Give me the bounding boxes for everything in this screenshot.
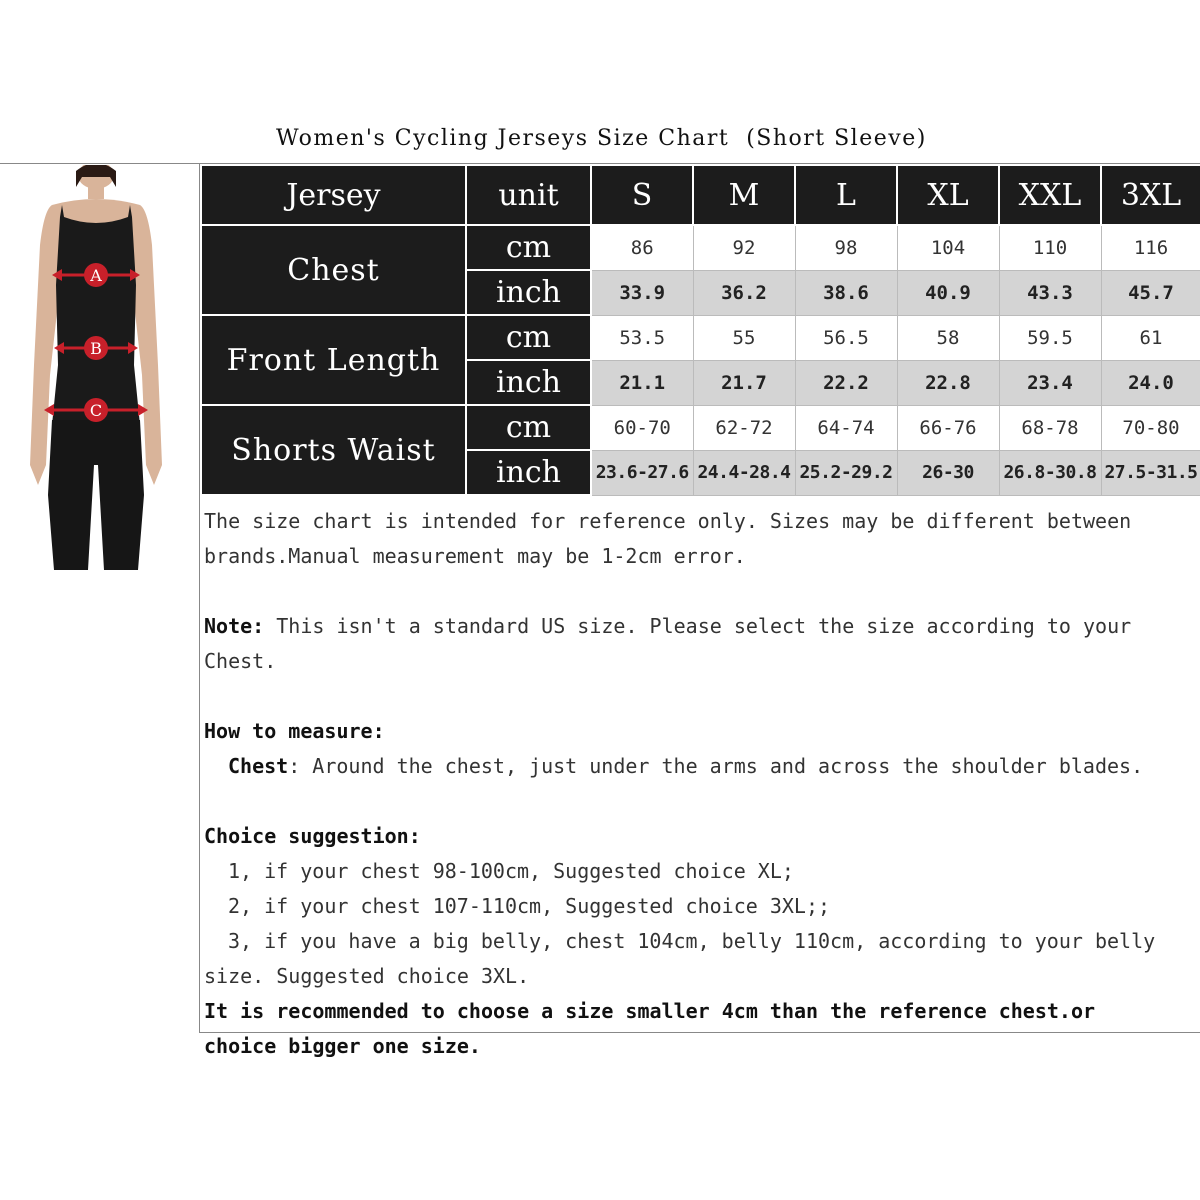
svg-text:B: B: [90, 339, 102, 358]
header-size: S: [591, 165, 693, 225]
value-cell: 98: [795, 225, 897, 270]
model-legs: [48, 420, 144, 570]
chest-label: Chest: [228, 754, 289, 778]
value-cell: 86: [591, 225, 693, 270]
header-unit: unit: [466, 165, 591, 225]
value-cell: 26-30: [897, 450, 999, 495]
disclaimer-line: brands.Manual measurement may be 1-2cm error.: [204, 544, 746, 568]
value-cell: 22.8: [897, 360, 999, 405]
value-cell: 58: [897, 315, 999, 360]
unit-cell: cm: [466, 225, 591, 270]
value-cell: 23.4: [999, 360, 1101, 405]
value-cell: 27.5-31.5: [1101, 450, 1200, 495]
notes-section: [204, 504, 1194, 1064]
value-cell: 59.5: [999, 315, 1101, 360]
value-cell: 62-72: [693, 405, 795, 450]
model-neck: [88, 185, 104, 199]
value-cell: 60-70: [591, 405, 693, 450]
unit-cell: inch: [466, 450, 591, 495]
choice-title: Choice suggestion:: [204, 824, 421, 848]
choice-suggestion-title: [204, 819, 1194, 854]
value-cell: 24.0: [1101, 360, 1200, 405]
value-cell: 53.5: [591, 315, 693, 360]
value-cell: 23.6-27.6: [591, 450, 693, 495]
value-cell: 43.3: [999, 270, 1101, 315]
unit-cell: cm: [466, 405, 591, 450]
value-cell: 33.9: [591, 270, 693, 315]
size-chart-frame: [0, 163, 1200, 1058]
header-size: L: [795, 165, 897, 225]
value-cell: 26.8-30.8: [999, 450, 1101, 495]
choice-item-continuation: size. Suggested choice 3XL.: [204, 964, 530, 988]
value-cell: 68-78: [999, 405, 1101, 450]
choice-item: 3, if you have a big belly, chest 104cm, belly 110cm, according to your belly: [228, 929, 1156, 953]
value-cell: 25.2-29.2: [795, 450, 897, 495]
header-jersey: Jersey: [201, 165, 466, 225]
value-cell: 70-80: [1101, 405, 1200, 450]
disclaimer-line: The size chart is intended for reference only. Sizes may be different between: [204, 509, 1132, 533]
recommendation-text: It is recommended to choose a size smaller 4cm than the reference chest.or: [204, 999, 1096, 1023]
row-label-shorts-waist: Shorts Waist: [201, 405, 466, 495]
table-row: [201, 405, 1200, 450]
row-label-front-length: Front Length: [201, 315, 466, 405]
table-header-row: [201, 165, 1200, 225]
how-to-measure-title: [204, 714, 1194, 749]
value-cell: 104: [897, 225, 999, 270]
table-row: [201, 225, 1200, 270]
value-cell: 40.9: [897, 270, 999, 315]
header-size: 3XL: [1101, 165, 1200, 225]
model-top: [52, 205, 140, 425]
row-label-chest: Chest: [201, 225, 466, 315]
value-cell: 92: [693, 225, 795, 270]
model-figure: [22, 165, 172, 570]
chest-measure-line: [204, 749, 1194, 784]
value-cell: 21.1: [591, 360, 693, 405]
value-cell: 110: [999, 225, 1101, 270]
header-size: XL: [897, 165, 999, 225]
size-table: [200, 164, 1200, 496]
value-cell: 64-74: [795, 405, 897, 450]
unit-cell: inch: [466, 270, 591, 315]
value-cell: 38.6: [795, 270, 897, 315]
value-cell: 66-76: [897, 405, 999, 450]
value-cell: 24.4-28.4: [693, 450, 795, 495]
recommendation-line: [204, 994, 1194, 1029]
note-text: This isn't a standard US size. Please select the size according to your Chest.: [204, 614, 1132, 673]
recommendation-line: [204, 1029, 1194, 1064]
value-cell: 61: [1101, 315, 1200, 360]
unit-cell: cm: [466, 315, 591, 360]
svg-text:C: C: [89, 401, 103, 420]
value-cell: 21.7: [693, 360, 795, 405]
value-cell: 55: [693, 315, 795, 360]
table-row: [201, 315, 1200, 360]
note-label: Note:: [204, 614, 265, 638]
header-size: XXL: [999, 165, 1101, 225]
choice-item: 2, if your chest 107-110cm, Suggested choice 3XL;;: [228, 894, 831, 918]
unit-cell: inch: [466, 360, 591, 405]
value-cell: 22.2: [795, 360, 897, 405]
svg-text:A: A: [90, 266, 102, 285]
chest-text: : Around the chest, just under the arms and across the shoulder blades.: [288, 754, 1144, 778]
header-size: M: [693, 165, 795, 225]
choice-item: 1, if your chest 98-100cm, Suggested choice XL;: [228, 859, 794, 883]
value-cell: 116: [1101, 225, 1200, 270]
how-to-measure-label: How to measure:: [204, 719, 385, 743]
page-title: Women's Cycling Jerseys Size Chart (Short Sleeve): [276, 126, 927, 151]
recommendation-text: choice bigger one size.: [204, 1034, 481, 1058]
note-line: [204, 609, 1194, 679]
value-cell: 36.2: [693, 270, 795, 315]
value-cell: 56.5: [795, 315, 897, 360]
value-cell: 45.7: [1101, 270, 1200, 315]
